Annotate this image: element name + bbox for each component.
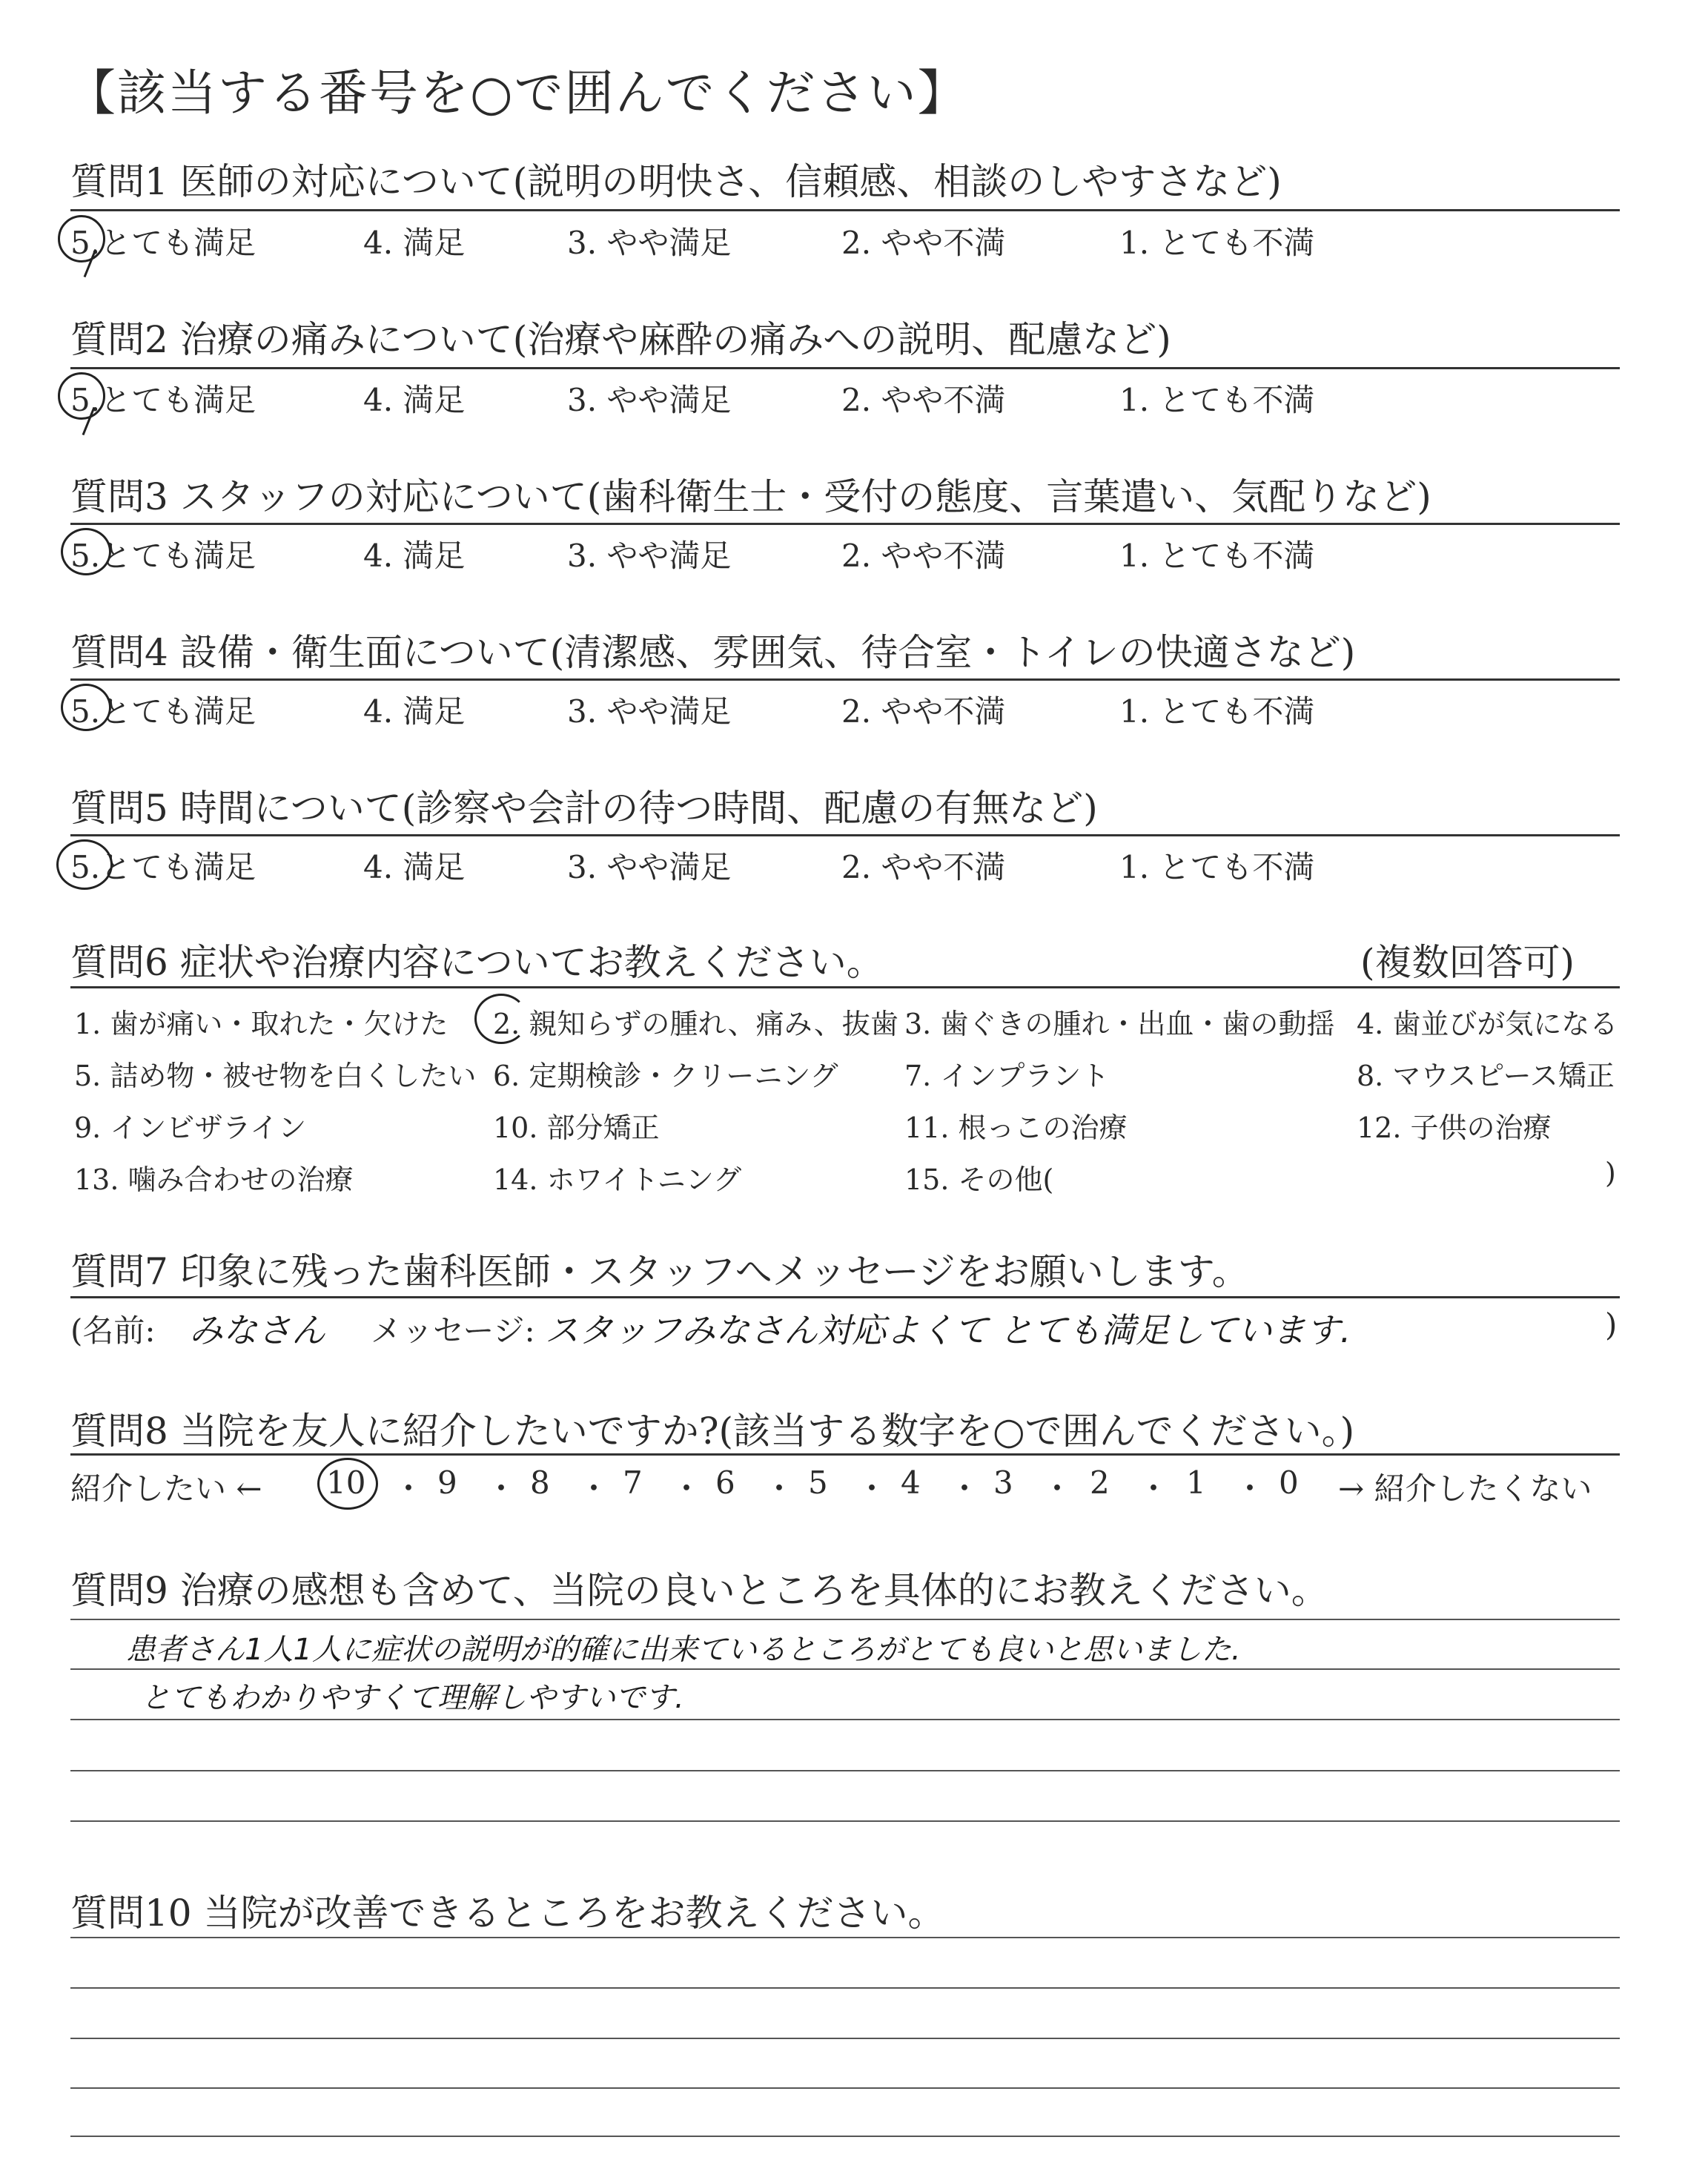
q7-close-paren: )	[1605, 1307, 1618, 1343]
q8-sep: ・	[1138, 1470, 1170, 1507]
q6-option-10[interactable]: 10. 部分矯正	[493, 1112, 660, 1144]
q8-sep: ・	[486, 1470, 517, 1507]
q6-option-3[interactable]: 3. 歯ぐきの腫れ・出血・歯の動揺	[904, 1008, 1335, 1040]
q1-answer-circle	[58, 215, 105, 262]
q1-option-4[interactable]: 4. 満足	[363, 225, 466, 261]
q10-line-4	[70, 2087, 1620, 2089]
q5-option-1[interactable]: 1. とても不満	[1119, 849, 1315, 885]
q7-name-label: (名前:	[70, 1312, 156, 1349]
question-8-rule	[70, 1453, 1620, 1456]
q6-answer-circle	[474, 994, 528, 1044]
q6-option-2[interactable]: 2. 親知らずの腫れ、痛み、抜歯	[493, 1008, 898, 1040]
q9-line-4	[70, 1770, 1620, 1771]
q7-message-value[interactable]: スタッフみなさん対応よくて とても満足しています.	[545, 1310, 1351, 1350]
q10-line-1	[70, 1937, 1620, 1938]
q1-option-3[interactable]: 3. やや満足	[567, 225, 732, 261]
q8-score-3[interactable]: 3	[993, 1464, 1013, 1501]
q4-option-5[interactable]: 5.とても満足	[70, 693, 256, 730]
q8-score-4[interactable]: 4	[901, 1464, 921, 1501]
q3-option-4[interactable]: 4. 満足	[363, 538, 466, 574]
q6-option-15-close: )	[1605, 1157, 1616, 1189]
q6-option-5[interactable]: 5. 詰め物・被せ物を白くしたい	[74, 1060, 477, 1092]
q4-option-4[interactable]: 4. 満足	[363, 693, 466, 730]
question-6-note: (複数回答可)	[1360, 941, 1575, 984]
question-4-rule	[70, 678, 1620, 681]
q8-sep: ・	[578, 1470, 610, 1507]
page-title: 【該当する番号を○で囲んでください】	[67, 65, 968, 122]
q9-answer-line-1[interactable]: 患者さん1人1人に症状の説明が的確に出来ているところがとても良いと思いました.	[126, 1633, 1241, 1667]
q2-option-1[interactable]: 1. とても不満	[1119, 382, 1315, 418]
q8-right-label: → 紹介したくない	[1338, 1470, 1592, 1507]
question-3-label: 質問3 スタッフの対応について(歯科衛生士・受付の態度、言葉遣い、気配りなど)	[70, 475, 1431, 518]
question-6-label: 質問6 症状や治療内容についてお教えください。	[70, 941, 884, 984]
q4-option-2[interactable]: 2. やや不満	[841, 693, 1006, 730]
q2-answer-circle	[58, 372, 105, 420]
question-2-label: 質問2 治療の痛みについて(治療や麻酔の痛みへの説明、配慮など)	[70, 318, 1171, 361]
question-3-rule	[70, 523, 1620, 525]
q9-answer-line-2[interactable]: とてもわかりやすくて理解しやすいです.	[141, 1681, 684, 1715]
q4-answer-circle	[61, 684, 111, 731]
q5-answer-circle	[56, 839, 113, 890]
q5-option-2[interactable]: 2. やや不満	[841, 849, 1006, 885]
q8-score-8[interactable]: 8	[530, 1464, 550, 1501]
q8-sep: ・	[949, 1470, 981, 1507]
question-4-label: 質問4 設備・衛生面について(清潔感、雰囲気、待合室・トイレの快適さなど)	[70, 631, 1356, 674]
q9-line-1	[70, 1619, 1620, 1620]
q6-option-15[interactable]: 15. その他(	[904, 1163, 1054, 1196]
q6-option-6[interactable]: 6. 定期検診・クリーニング	[493, 1060, 838, 1092]
q2-option-5[interactable]: 5.とても満足	[70, 382, 256, 418]
question-6-rule	[70, 986, 1620, 988]
question-5-rule	[70, 834, 1620, 836]
q7-name-value[interactable]: みなさん	[189, 1310, 325, 1350]
question-2-rule	[70, 367, 1620, 369]
q5-option-3[interactable]: 3. やや満足	[567, 849, 732, 885]
q6-option-7[interactable]: 7. インプラント	[904, 1060, 1110, 1092]
q8-score-1[interactable]: 1	[1186, 1464, 1206, 1501]
q6-option-8[interactable]: 8. マウスピース矯正	[1357, 1060, 1615, 1092]
q3-answer-circle	[61, 528, 111, 575]
q6-option-9[interactable]: 9. インビザライン	[74, 1112, 307, 1144]
question-7-label: 質問7 印象に残った歯科医師・スタッフへメッセージをお願いします。	[70, 1250, 1249, 1293]
q3-option-3[interactable]: 3. やや満足	[567, 538, 732, 574]
q6-option-12[interactable]: 12. 子供の治療	[1357, 1112, 1552, 1144]
q8-sep: ・	[764, 1470, 795, 1507]
question-8-label: 質問8 当院を友人に紹介したいですか?(該当する数字を○で囲んでください。)	[70, 1410, 1355, 1453]
q2-option-4[interactable]: 4. 満足	[363, 382, 466, 418]
question-1-label: 質問1 医師の対応について(説明の明快さ、信頼感、相談のしやすさなど)	[70, 160, 1282, 203]
q8-answer-circle	[317, 1458, 378, 1510]
q10-line-2	[70, 1987, 1620, 1989]
q6-option-1[interactable]: 1. 歯が痛い・取れた・欠けた	[74, 1008, 448, 1040]
q8-score-5[interactable]: 5	[808, 1464, 828, 1501]
q7-message-label: メッセージ:	[371, 1312, 535, 1349]
q3-option-2[interactable]: 2. やや不満	[841, 538, 1006, 574]
q2-option-3[interactable]: 3. やや満足	[567, 382, 732, 418]
q6-option-4[interactable]: 4. 歯並びが気になる	[1357, 1008, 1618, 1040]
q8-left-label: 紹介したい ←	[70, 1470, 262, 1507]
q8-score-2[interactable]: 2	[1090, 1464, 1110, 1501]
q3-option-1[interactable]: 1. とても不満	[1119, 538, 1315, 574]
question-5-label: 質問5 時間について(診察や会計の待つ時間、配慮の有無など)	[70, 787, 1098, 830]
q10-line-5	[70, 2136, 1620, 2137]
q8-score-6[interactable]: 6	[715, 1464, 735, 1501]
q8-sep: ・	[671, 1470, 703, 1507]
q3-option-5[interactable]: 5.とても満足	[70, 538, 256, 574]
q8-score-9[interactable]: 9	[437, 1464, 457, 1501]
q1-option-1[interactable]: 1. とても不満	[1119, 225, 1315, 261]
question-1-rule	[70, 209, 1620, 211]
q5-option-5[interactable]: 5.とても満足	[70, 849, 256, 885]
question-7-rule	[70, 1296, 1620, 1298]
q8-sep: ・	[1234, 1470, 1266, 1507]
question-10-label: 質問10 当院が改善できるところをお教えください。	[70, 1892, 945, 1935]
q1-option-5[interactable]: 5.とても満足	[70, 225, 256, 261]
q8-sep: ・	[1042, 1470, 1073, 1507]
q9-line-5	[70, 1820, 1620, 1822]
q6-option-13[interactable]: 13. 噛み合わせの治療	[74, 1163, 354, 1196]
q5-option-4[interactable]: 4. 満足	[363, 849, 466, 885]
q10-line-3	[70, 2038, 1620, 2039]
q8-score-7[interactable]: 7	[623, 1464, 643, 1501]
q1-option-2[interactable]: 2. やや不満	[841, 225, 1006, 261]
q8-score-10[interactable]: 10	[326, 1464, 366, 1501]
q8-sep: ・	[856, 1470, 888, 1507]
q8-sep: ・	[393, 1470, 425, 1507]
question-9-label: 質問9 治療の感想も含めて、当院の良いところを具体的にお教えください。	[70, 1569, 1328, 1612]
q6-option-11[interactable]: 11. 根っこの治療	[904, 1112, 1128, 1144]
q8-score-0[interactable]: 0	[1279, 1464, 1299, 1501]
q9-line-2	[70, 1668, 1620, 1670]
q4-option-1[interactable]: 1. とても不満	[1119, 693, 1315, 730]
q6-option-14[interactable]: 14. ホワイトニング	[493, 1163, 742, 1196]
q9-line-3	[70, 1719, 1620, 1720]
q2-option-2[interactable]: 2. やや不満	[841, 382, 1006, 418]
q4-option-3[interactable]: 3. やや満足	[567, 693, 732, 730]
